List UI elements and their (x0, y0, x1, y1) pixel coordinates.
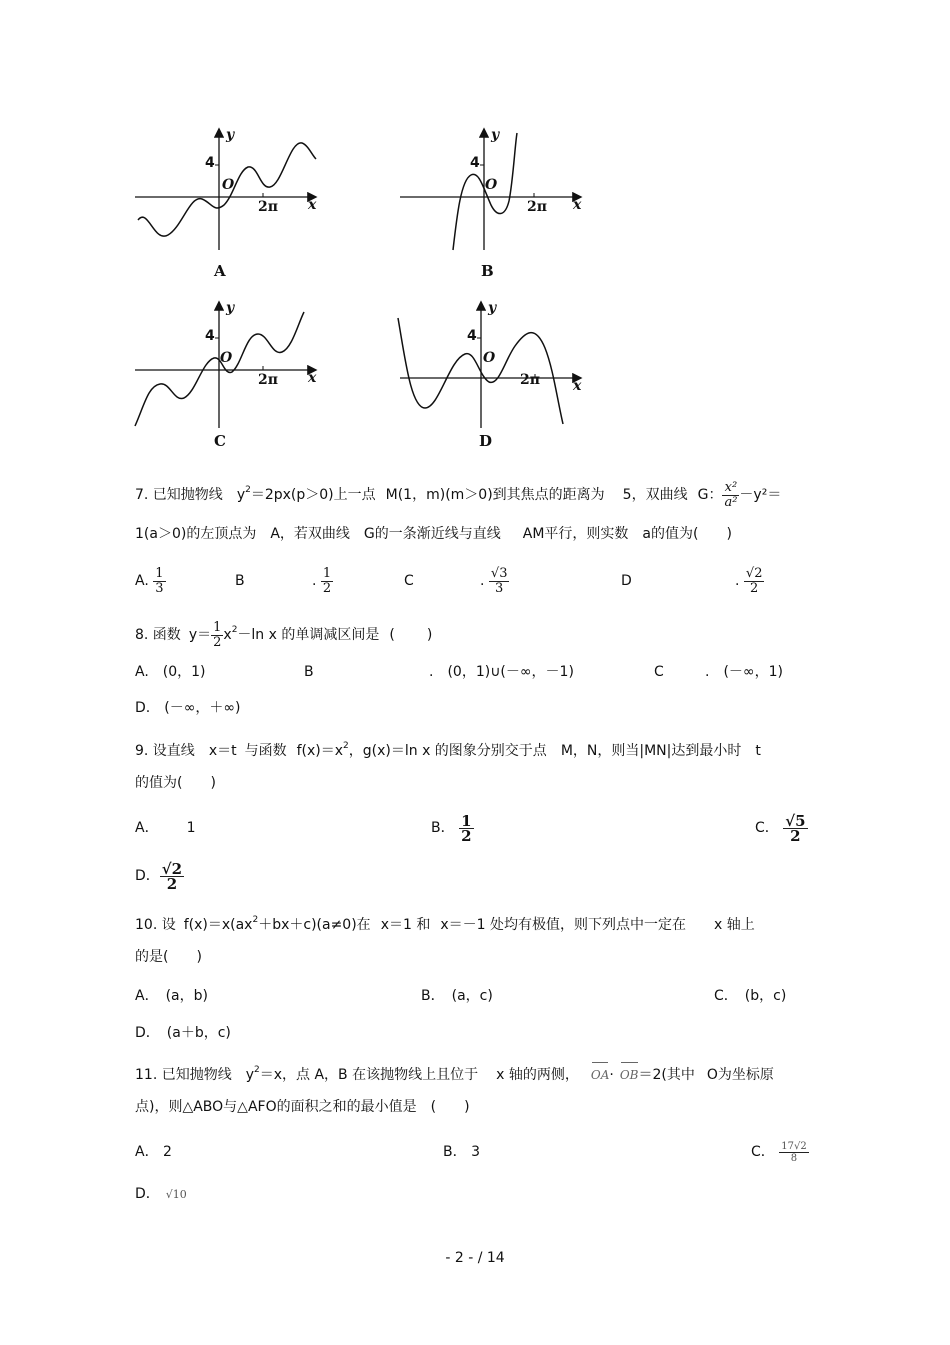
q9-text: ，g(x)＝ln x 的图象分别交于点 (348, 743, 547, 759)
option-dot: . (312, 573, 317, 589)
graph-b-letter: B (481, 262, 494, 280)
x-axis-label: x (573, 378, 582, 394)
option-fraction (489, 567, 510, 596)
option-value: 1 (186, 820, 196, 836)
q8-option-b[interactable]: . (0，1)∪(－∞，－1) (429, 664, 574, 680)
q11-text: · (609, 1067, 614, 1083)
tick-2pi: 2π (258, 372, 278, 388)
q7-option-d-letter[interactable]: D (621, 573, 632, 589)
q9-option-c[interactable] (755, 808, 808, 848)
q8-text: y＝ (188, 627, 212, 643)
q10-options-2 (135, 1022, 815, 1044)
graph-d-letter: D (479, 432, 493, 450)
q7-option-c-letter[interactable]: C (404, 573, 414, 589)
origin-label: O (485, 177, 498, 193)
q9-text: x＝t (208, 743, 237, 759)
q7-text: A，若双曲线 (270, 526, 350, 542)
q10-stem-2 (135, 946, 815, 968)
q9-sup: 2 (343, 741, 349, 751)
y-axis-label: y (491, 127, 500, 143)
q10-text: x＝1 和 (380, 917, 431, 933)
q9-option-a[interactable] (135, 808, 196, 848)
q7-option-c[interactable] (480, 565, 509, 597)
q10-option-a[interactable]: A． (a，b) (135, 988, 208, 1004)
q9-text: 与函数 (244, 743, 287, 759)
frac-num: √2 (745, 565, 763, 581)
origin-label: O (222, 177, 235, 193)
option-letter: A． (135, 1144, 159, 1160)
frac-den: 3 (155, 580, 164, 596)
q10-option-c[interactable]: C． (b，c) (714, 988, 787, 1004)
q7-text: G的一条渐近线与直线 (363, 526, 501, 542)
x-axis-label: x (573, 197, 582, 213)
frac-den: 2 (790, 826, 801, 845)
q8-text: 8. 函数 (135, 627, 181, 643)
tick-4: 4 (205, 328, 215, 344)
frac-den: 2 (322, 580, 332, 596)
q11-options-2 (135, 1183, 815, 1205)
origin-label: O (220, 350, 233, 366)
tick-4: 4 (470, 155, 480, 171)
q9-text: f(x)＝x (296, 743, 344, 759)
q9-option-d[interactable] (135, 859, 184, 893)
q7-line2 (135, 523, 815, 545)
tick-2pi: 2π (520, 372, 540, 388)
option-fraction (744, 567, 765, 596)
q11-text: y (245, 1067, 255, 1083)
frac-num: 1 (213, 619, 222, 635)
tick-4: 4 (205, 155, 215, 171)
graph-a (130, 125, 330, 255)
q7-option-a[interactable] (135, 565, 166, 597)
option-letter: C． (755, 820, 779, 836)
frac-den: 8 (790, 1152, 798, 1164)
option-value: √10 (165, 1188, 187, 1201)
q10-text: x 轴上 (714, 917, 755, 933)
q7-text: ＝2px(p＞0)上一点 (250, 487, 376, 503)
q8-text: x (223, 627, 232, 643)
q9-stem-2 (135, 772, 815, 794)
graph-c-letter: C (214, 432, 226, 450)
vector-oa: OA (591, 1064, 610, 1086)
q9-option-b[interactable] (431, 808, 474, 848)
frac-den: 2 (461, 826, 472, 845)
q11-stem (135, 1059, 815, 1081)
option-dot: . (480, 573, 485, 589)
q7-options (135, 565, 815, 597)
y-axis-label: y (226, 300, 235, 316)
q11-option-b[interactable] (443, 1136, 480, 1168)
option-fraction (459, 811, 473, 845)
q8-stem (135, 614, 815, 650)
option-letter: C． (751, 1144, 775, 1160)
q7-sup: 2 (245, 485, 251, 495)
option-fraction (160, 859, 184, 893)
option-letter: A． (135, 820, 159, 836)
option-letter: B． (443, 1144, 467, 1160)
q8-text: ( (389, 627, 395, 643)
frac-num: 17√2 (781, 1140, 807, 1152)
q10-option-d[interactable]: D． (a＋b，c) (135, 1025, 231, 1041)
q7-text: ) (726, 526, 732, 542)
frac-num: 1 (322, 565, 332, 581)
q8-option-d[interactable]: D. (－∞，＋∞) (135, 700, 241, 716)
page-number: - 2 - / 14 (445, 1250, 505, 1266)
option-value: 3 (471, 1144, 480, 1160)
q8-option-c-letter[interactable]: C (654, 664, 664, 680)
tick-4: 4 (467, 328, 477, 344)
q11-text: ＝2(其中 (638, 1067, 695, 1083)
y-axis-label: y (226, 127, 235, 143)
q7-text: a的值为( (642, 526, 699, 542)
vector-ob: OB (620, 1064, 639, 1086)
q10-text: ＋bx＋c)(a≠0)在 (258, 917, 371, 933)
q8-sup: 2 (231, 625, 238, 635)
option-dot: . (735, 573, 740, 589)
q10-text: 的是( ) (135, 949, 202, 965)
q10-sup: 2 (252, 915, 259, 925)
q9-text: 9. 设直线 (135, 743, 195, 759)
option-letter: B． (431, 820, 455, 836)
q7-option-b-letter[interactable]: B (235, 573, 245, 589)
q7-option-d[interactable] (735, 565, 764, 597)
q9-stem (135, 735, 815, 757)
option-fraction (783, 811, 807, 845)
option-fraction (779, 1141, 808, 1164)
q7-line1 (135, 479, 815, 510)
graph-d (395, 298, 595, 433)
tick-2pi: 2π (527, 199, 547, 215)
q8-text: ) (426, 627, 433, 643)
q11-text: x 轴的两侧， (496, 1067, 579, 1083)
q10-option-b[interactable]: B． (a，c) (421, 988, 493, 1004)
q11-sup: 2 (254, 1065, 260, 1075)
q11-option-c[interactable] (751, 1136, 809, 1168)
q10-options (135, 985, 815, 1007)
frac-den: a² (724, 494, 738, 510)
q9-text: 的值为( ) (135, 775, 216, 791)
q11-text: O为坐标原 (706, 1067, 774, 1083)
q9-options (135, 808, 815, 848)
option-fraction (321, 567, 333, 596)
q9-text: M，N，则当|MN|达到最小时 (560, 743, 742, 759)
q8-option-b-letter[interactable]: B (304, 664, 314, 680)
q7-text: AM平行，则实数 (522, 526, 629, 542)
x-axis-label: x (308, 197, 317, 213)
frac-num: 1 (461, 811, 472, 830)
origin-label: O (483, 350, 496, 366)
q8-option-a[interactable]: A. (0，1) (135, 664, 206, 680)
q7-hyperbola-fraction (722, 481, 739, 510)
x-axis-label: x (308, 370, 317, 386)
frac-num: 1 (155, 565, 164, 581)
option-letter: A. (135, 573, 149, 589)
q8-options (135, 661, 815, 683)
q7-text: －y²＝ (739, 487, 782, 503)
q7-option-b[interactable] (312, 565, 333, 597)
q7-text: 1(a＞0)的左顶点为 (135, 526, 257, 542)
graph-c (130, 298, 330, 433)
q10-stem (135, 909, 815, 931)
q8-fraction (211, 621, 223, 650)
graph-b (395, 125, 595, 255)
q8-text: －ln x 的单调减区间是 (237, 627, 380, 643)
q11-option-d[interactable] (135, 1186, 187, 1202)
frac-num: √2 (161, 859, 183, 878)
option-fraction (153, 567, 165, 596)
q11-stem-2 (135, 1096, 815, 1118)
q11-options (135, 1136, 815, 1168)
q11-text: 点)，则△ABO与△AFO的面积之和的最小值是 (135, 1099, 417, 1115)
frac-num: √3 (490, 565, 508, 581)
q9-text: t (755, 743, 761, 759)
frac-num: √5 (785, 811, 806, 830)
tick-2pi: 2π (258, 199, 278, 215)
q8-option-c[interactable]: . (－∞，1) (705, 664, 783, 680)
frac-den: 3 (495, 580, 504, 596)
q11-text: 11. 已知抛物线 (135, 1067, 232, 1083)
q11-option-a[interactable] (135, 1136, 172, 1168)
q10-text: 10. 设 (135, 917, 176, 933)
q7-text: M(1，m)(m＞0)到其焦点的距离为 (385, 487, 605, 503)
option-letter: D． (135, 868, 160, 884)
frac-den: 2 (213, 634, 222, 650)
q10-text: x＝－1 处均有极值，则下列点中一定在 (440, 917, 686, 933)
q7-text: 7. 已知抛物线 (135, 487, 223, 503)
q7-text: 5，双曲线 (622, 487, 688, 503)
option-value: 2 (163, 1144, 172, 1160)
q11-text: ＝x，点 A，B 在该抛物线上且位于 (259, 1067, 479, 1083)
q10-text: f(x)＝x(ax (183, 917, 253, 933)
frac-den: 2 (166, 874, 178, 893)
q7-text: G： (697, 487, 723, 503)
frac-num: x² (722, 481, 739, 496)
q7-text: y (236, 487, 246, 503)
frac-den: 2 (750, 580, 759, 596)
option-letter: D． (135, 1186, 160, 1202)
q9-options-2 (135, 856, 815, 896)
q11-text: ( ) (430, 1099, 470, 1115)
y-axis-label: y (488, 300, 497, 316)
q8-options-2 (135, 697, 815, 719)
graph-a-letter: A (214, 262, 226, 280)
